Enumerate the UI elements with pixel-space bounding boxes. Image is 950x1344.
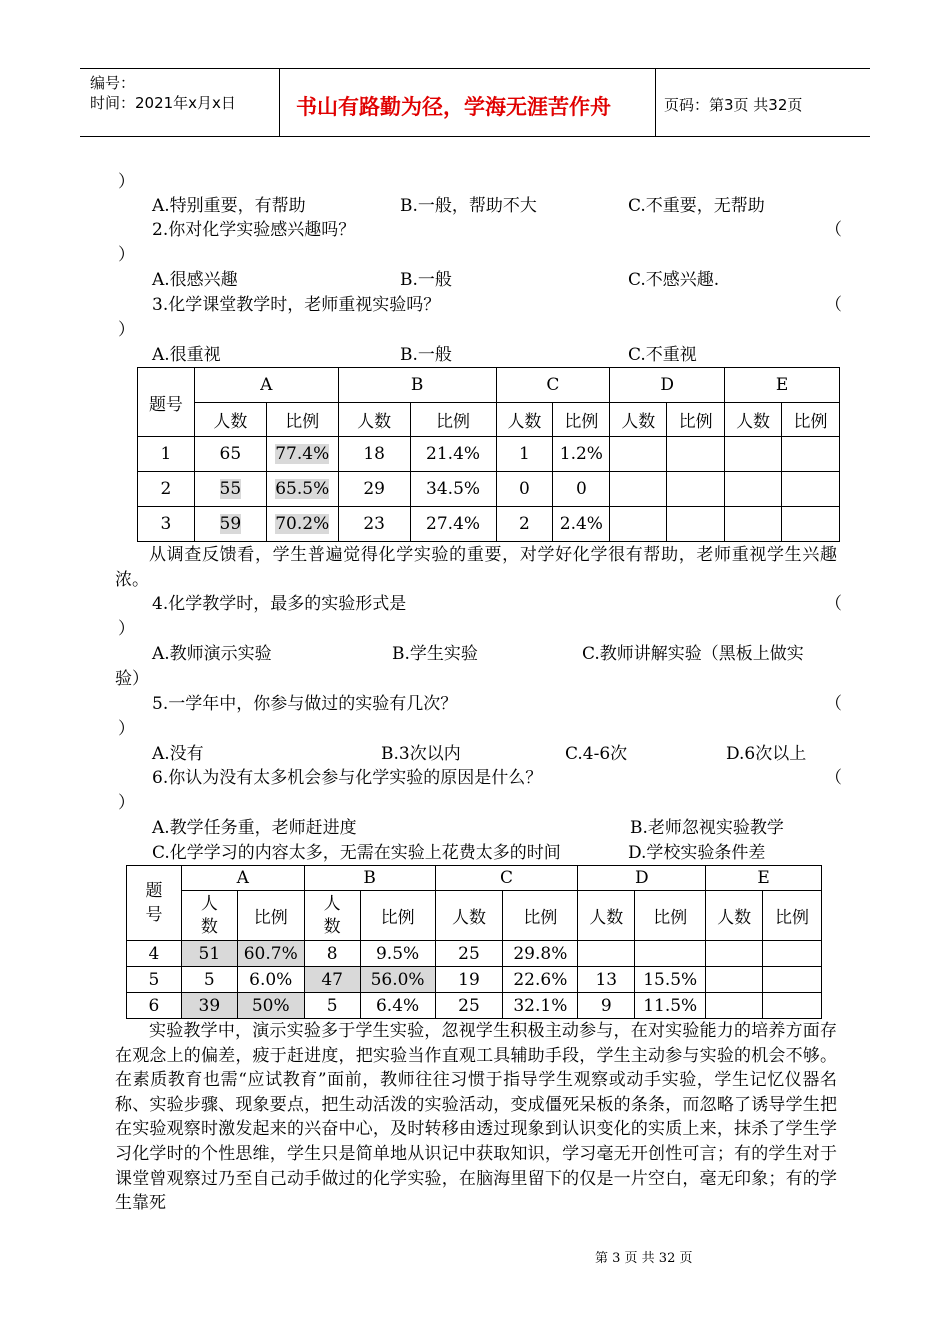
table-cell: 21.4% xyxy=(410,437,496,472)
q6-open-paren: （ xyxy=(825,768,842,788)
q5-option-d: D.6次以上 xyxy=(726,744,807,764)
q5-option-a: A.没有 xyxy=(152,744,204,764)
group-header: B xyxy=(338,368,496,403)
table-row xyxy=(138,472,840,507)
table-cell xyxy=(610,472,667,507)
table-cell: 1 xyxy=(496,437,553,472)
header-divider xyxy=(279,68,280,136)
table-cell: 29.8% xyxy=(503,941,578,967)
q6-option-d: D.学校实验条件差 xyxy=(628,843,766,863)
table-cell: 8 xyxy=(304,941,360,967)
table-cell: 15.5% xyxy=(635,967,706,993)
q5-option-b: B.3次以内 xyxy=(381,744,461,764)
table-corner xyxy=(127,866,182,941)
table-cell xyxy=(266,437,338,472)
table-cell: 6 xyxy=(127,993,182,1019)
sub-header-bottom: 数 xyxy=(323,916,341,937)
table-cell: 13 xyxy=(578,967,635,993)
sub-header-bottom: 数 xyxy=(200,916,218,937)
header-motto: 书山有路勤为径，学海无涯苦作舟 xyxy=(296,95,611,119)
q3-option-b: B.一般 xyxy=(400,345,452,365)
table-row xyxy=(127,941,822,967)
group-header: E xyxy=(725,368,840,403)
table-cell: 2 xyxy=(138,472,195,507)
sub-header xyxy=(181,891,237,941)
table-cell xyxy=(725,437,782,472)
q1-option-b: B.一般，帮助不大 xyxy=(400,196,537,216)
sub-header: 比例 xyxy=(410,403,496,437)
table-cell xyxy=(782,472,840,507)
table-cell: 60.7% xyxy=(237,941,304,967)
table-cell xyxy=(782,437,840,472)
table-cell xyxy=(763,941,822,967)
table-cell: 19 xyxy=(435,967,503,993)
q2-close-paren: ） xyxy=(118,245,135,265)
table-cell xyxy=(610,507,667,542)
sub-header: 比例 xyxy=(782,403,840,437)
table-cell xyxy=(266,507,338,542)
q1-close-paren: ） xyxy=(118,172,135,192)
table-cell: 56.0% xyxy=(360,967,435,993)
q5-option-c: C.4-6次 xyxy=(565,744,628,764)
group-header: C xyxy=(496,368,610,403)
highlight-value: 55 xyxy=(219,479,242,499)
q4-option-c-wrap: 验） xyxy=(115,669,149,689)
table-cell: 2 xyxy=(496,507,553,542)
q4-question: 4.化学教学时，最多的实验形式是 xyxy=(152,594,407,614)
table-cell xyxy=(667,507,725,542)
highlight-value: 77.4% xyxy=(275,444,330,464)
q3-open-paren: （ xyxy=(825,295,842,315)
table-row xyxy=(127,993,822,1019)
table-cell: 23 xyxy=(338,507,410,542)
sub-header: 比例 xyxy=(667,403,725,437)
table-cell xyxy=(266,472,338,507)
sub-header: 比例 xyxy=(237,891,304,941)
table-cell: 3 xyxy=(138,507,195,542)
header-top-rule xyxy=(80,68,870,69)
sub-header: 人数 xyxy=(338,403,410,437)
table-cell: 1 xyxy=(138,437,195,472)
sub-header: 比例 xyxy=(266,403,338,437)
table-cell: 47 xyxy=(304,967,360,993)
q6-option-c: C.化学学习的内容太多，无需在实验上花费太多的时间 xyxy=(152,843,561,863)
table-cell: 1.2% xyxy=(553,437,610,472)
highlight-value: 59 xyxy=(219,514,242,534)
survey-table-q4-q6 xyxy=(126,865,822,1019)
header-divider xyxy=(655,68,656,136)
q1-option-c: C.不重要，无帮助 xyxy=(628,196,765,216)
table-cell xyxy=(667,472,725,507)
sub-header: 比例 xyxy=(763,891,822,941)
table-cell: 0 xyxy=(496,472,553,507)
sub-header: 比例 xyxy=(360,891,435,941)
q2-option-a: A.很感兴趣 xyxy=(152,270,238,290)
q3-option-a: A.很重视 xyxy=(152,345,221,365)
table-cell xyxy=(194,472,266,507)
group-header: E xyxy=(706,866,822,891)
table-cell: 39 xyxy=(181,993,237,1019)
sub-header: 比例 xyxy=(553,403,610,437)
sub-header-top: 人 xyxy=(200,893,218,914)
table-cell: 9.5% xyxy=(360,941,435,967)
q4-close-paren: ） xyxy=(118,619,135,639)
table-row xyxy=(127,967,822,993)
q4-open-paren: （ xyxy=(825,594,842,614)
q6-question: 6.你认为没有太多机会参与化学实验的原因是什么？ xyxy=(152,768,543,788)
highlight-value: 70.2% xyxy=(275,514,330,534)
table-cell: 25 xyxy=(435,941,503,967)
q6-close-paren: ） xyxy=(118,793,135,813)
table-cell: 9 xyxy=(578,993,635,1019)
q5-close-paren: ） xyxy=(118,719,135,739)
sub-header: 人数 xyxy=(706,891,763,941)
table-cell: 18 xyxy=(338,437,410,472)
table-corner: 题号 xyxy=(138,368,195,437)
sub-header: 比例 xyxy=(635,891,706,941)
table-cell xyxy=(194,507,266,542)
table-cell: 5 xyxy=(304,993,360,1019)
sub-header-top: 人 xyxy=(323,893,341,914)
table-cell: 34.5% xyxy=(410,472,496,507)
table-cell: 25 xyxy=(435,993,503,1019)
q3-close-paren: ） xyxy=(118,320,135,340)
q2-option-c: C.不感兴趣. xyxy=(628,270,720,290)
survey-table-q1-q3 xyxy=(137,367,840,542)
q2-open-paren: （ xyxy=(825,220,842,240)
group-header: D xyxy=(578,866,706,891)
table-cell: 6.0% xyxy=(237,967,304,993)
sub-header: 人数 xyxy=(578,891,635,941)
header-date: 时间：2021年x月x日 xyxy=(90,94,236,112)
group-header: A xyxy=(194,368,338,403)
q6-option-b: B.老师忽视实验教学 xyxy=(630,818,784,838)
table-cell: 50% xyxy=(237,993,304,1019)
table-cell: 0 xyxy=(553,472,610,507)
q1-option-a: A.特别重要，有帮助 xyxy=(152,196,306,216)
summary-paragraph-1: 从调查反馈看，学生普遍觉得化学实验的重要，对学好化学很有帮助，老师重视学生兴趣浓。 xyxy=(115,545,837,590)
highlight-value: 65.5% xyxy=(275,479,330,499)
group-header: C xyxy=(435,866,578,891)
q3-option-c: C.不重视 xyxy=(628,345,697,365)
table-cell: 2.4% xyxy=(553,507,610,542)
table-cell: 5 xyxy=(127,967,182,993)
table-cell xyxy=(578,941,635,967)
q3-question: 3.化学课堂教学时，老师重视实验吗？ xyxy=(152,295,441,315)
table-cell: 11.5% xyxy=(635,993,706,1019)
table-cell xyxy=(782,507,840,542)
sub-header: 人数 xyxy=(194,403,266,437)
table-cell: 27.4% xyxy=(410,507,496,542)
table-cell xyxy=(763,967,822,993)
table-cell: 51 xyxy=(181,941,237,967)
summary-paragraph-2: 实验教学中，演示实验多于学生实验，忽视学生积极主动参与，在对实验能力的培养方面存在观念上的偏差，疲于赶进度，把实验当作直观工具辅助手段，学生主动参与实验的机会不够。在素质教育也需“应试教育”面前，教师往往习惯于指导学生观察或动手实验，学生记忆仪器名称、实验步骤、现象要点，把生动活泼的实验活动，变成僵死呆板的条条，而忽略了诱导学生把在实验观察时激发起来的兴奋中心，及时转移由透过现象到认识变化的实质上来，抹杀了学生学习化学时的个性思维，学生只是简单地从识记中获取知识，学习毫无开创性可言；有的学生对于课堂曾观察过乃至自己动手做过的化学实验，在脑海里留下的仅是一片空白，毫无印象；有的学生靠死 xyxy=(115,1021,837,1214)
sub-header: 人数 xyxy=(435,891,503,941)
table-cell xyxy=(725,507,782,542)
q6-option-a: A.教学任务重，老师赶进度 xyxy=(152,818,357,838)
sub-header: 人数 xyxy=(610,403,667,437)
q5-open-paren: （ xyxy=(825,694,842,714)
header-bottom-rule xyxy=(80,136,870,137)
q5-question: 5.一学年中，你参与做过的实验有几次？ xyxy=(152,694,458,714)
corner-bottom: 号 xyxy=(145,905,163,925)
q4-option-a: A.教师演示实验 xyxy=(152,644,272,664)
corner-top: 题 xyxy=(145,881,163,901)
table-cell xyxy=(706,967,763,993)
sub-header: 比例 xyxy=(503,891,578,941)
table-cell: 5 xyxy=(181,967,237,993)
table-cell: 22.6% xyxy=(503,967,578,993)
sub-header: 人数 xyxy=(496,403,553,437)
header-page-info: 页码：第3页 共32页 xyxy=(664,96,803,114)
q2-question: 2.你对化学实验感兴趣吗？ xyxy=(152,220,356,240)
group-header: B xyxy=(304,866,435,891)
table-cell: 32.1% xyxy=(503,993,578,1019)
table-cell xyxy=(667,437,725,472)
table-cell: 65 xyxy=(194,437,266,472)
table-cell xyxy=(706,993,763,1019)
q2-option-b: B.一般 xyxy=(400,270,452,290)
table-cell xyxy=(763,993,822,1019)
table-cell: 4 xyxy=(127,941,182,967)
sub-header: 人数 xyxy=(725,403,782,437)
table-cell xyxy=(610,437,667,472)
header-number-label: 编号： xyxy=(90,74,136,92)
q4-option-b: B.学生实验 xyxy=(392,644,478,664)
sub-header xyxy=(304,891,360,941)
table-cell xyxy=(635,941,706,967)
table-cell xyxy=(725,472,782,507)
table-cell xyxy=(706,941,763,967)
page-footer: 第 3 页 共 32 页 xyxy=(595,1251,693,1266)
table-row xyxy=(138,507,840,542)
table-cell: 6.4% xyxy=(360,993,435,1019)
group-header: D xyxy=(610,368,725,403)
table-cell: 29 xyxy=(338,472,410,507)
table-row xyxy=(138,437,840,472)
group-header: A xyxy=(181,866,304,891)
q4-option-c: C.教师讲解实验（黑板上做实 xyxy=(582,644,804,664)
